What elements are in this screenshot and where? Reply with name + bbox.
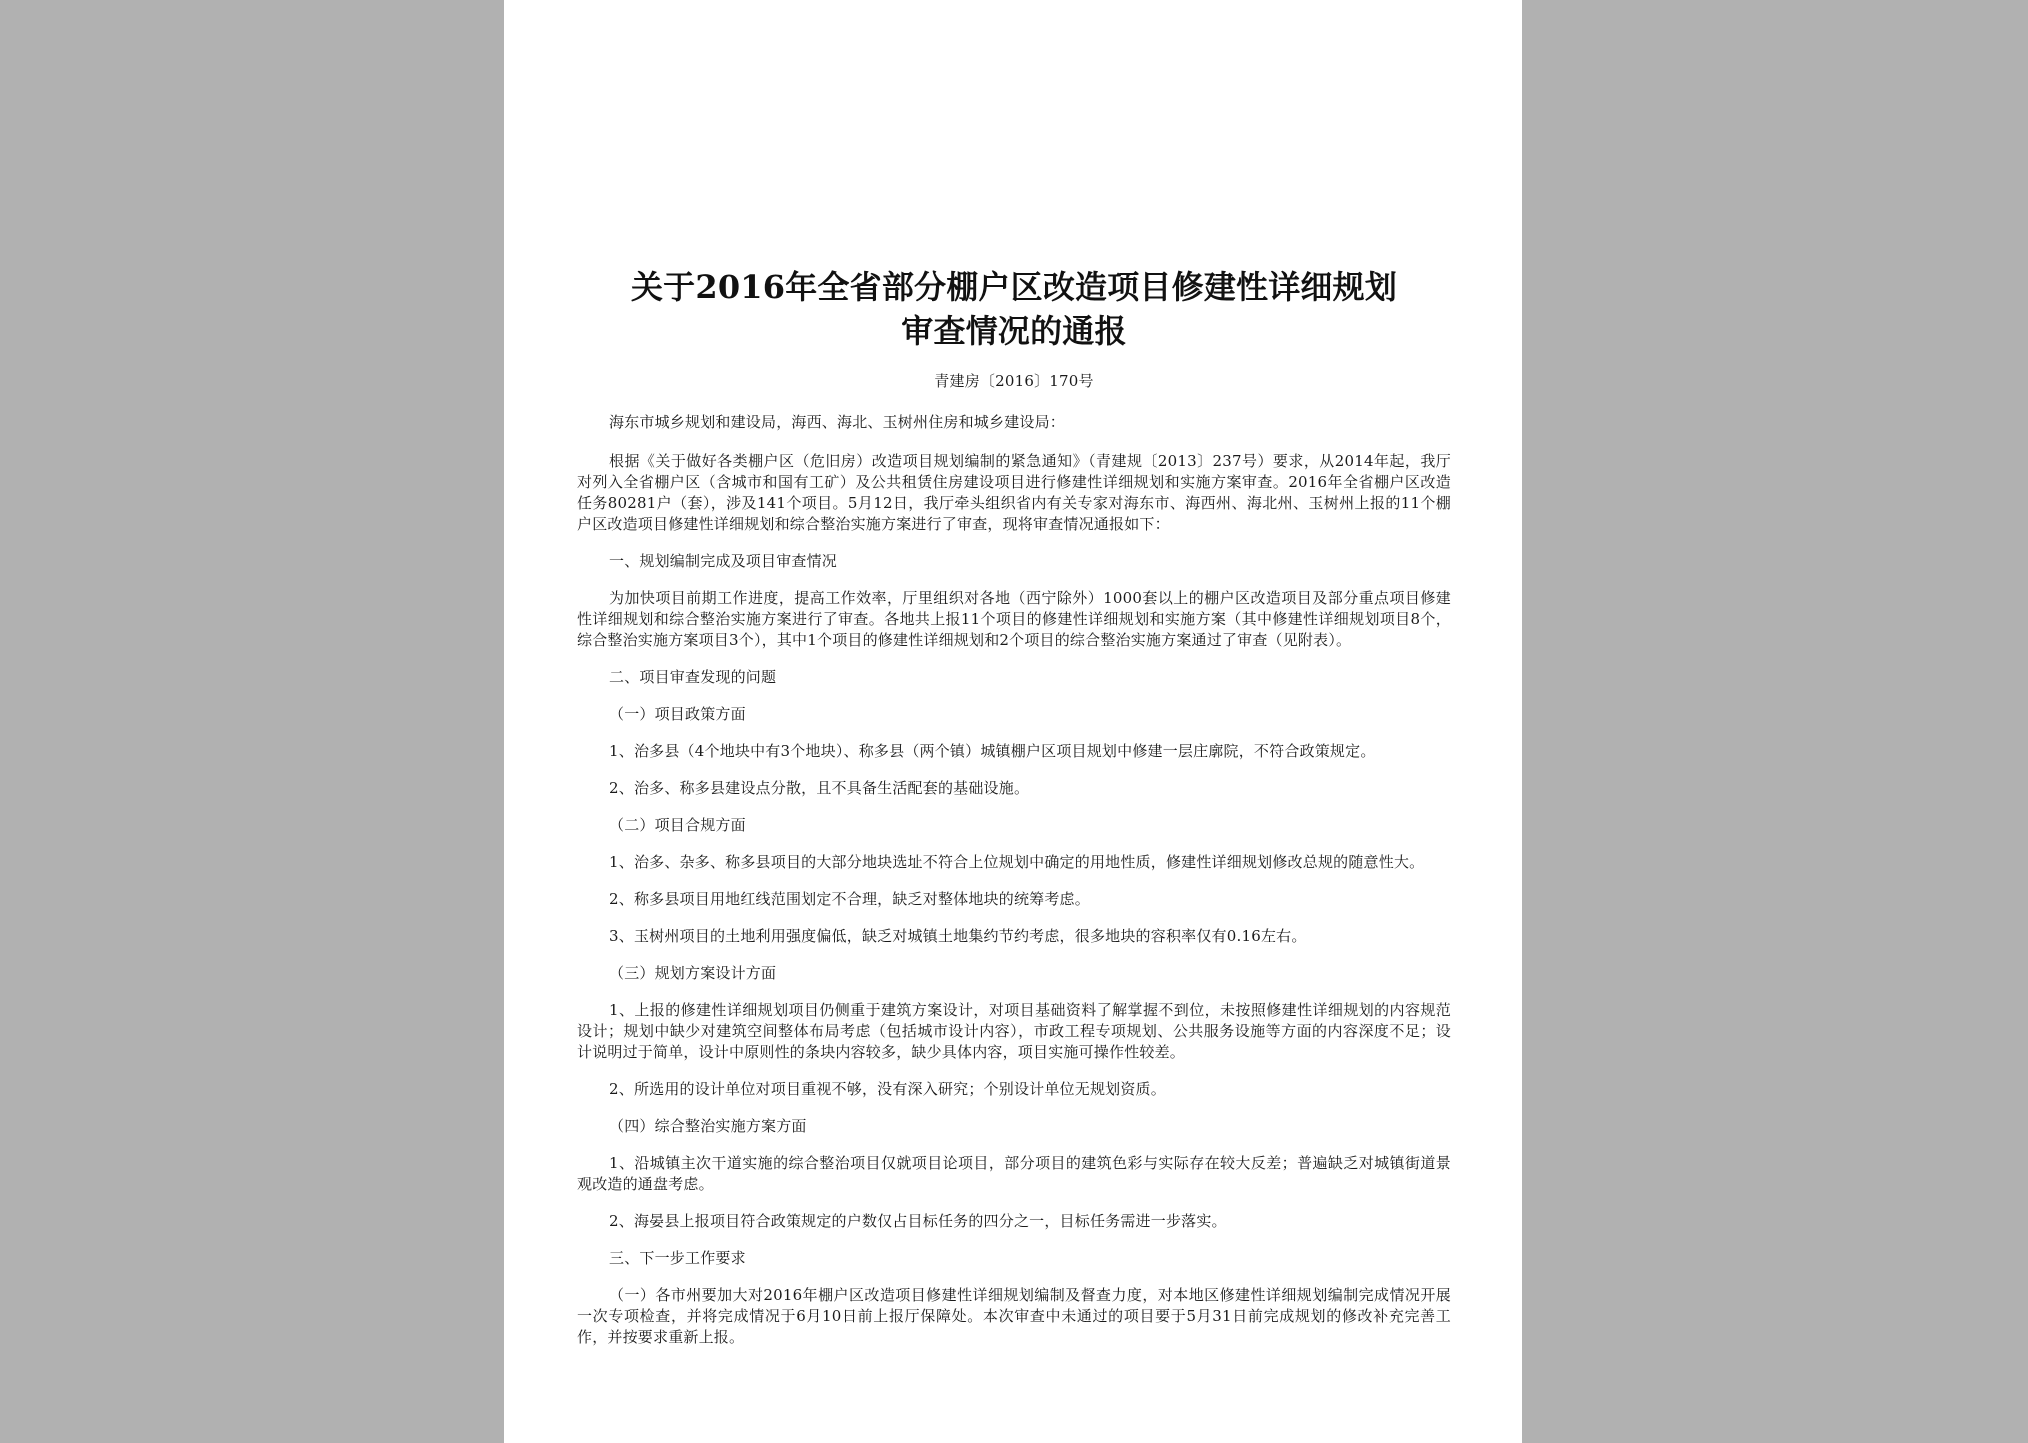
document-title	[577, 265, 1451, 353]
subsection-heading: （一）项目政策方面	[609, 705, 746, 723]
document-content	[577, 265, 1451, 1364]
subsection-heading: （三）规划方案设计方面	[609, 964, 777, 982]
subsection-heading: （四）综合整治实施方案方面	[609, 1117, 807, 1135]
paragraph: 2、称多县项目用地红线范围划定不合理，缺乏对整体地块的统筹考虑。	[609, 890, 1090, 908]
subsection-heading: （二）项目合规方面	[609, 816, 746, 834]
paragraph: 2、海晏县上报项目符合政策规定的户数仅占目标任务的四分之一，目标任务需进一步落实。	[609, 1212, 1227, 1230]
addressee: 海东市城乡规划和建设局，海西、海北、玉树州住房和城乡建设局：	[609, 413, 1066, 431]
paragraph: 根据《关于做好各类棚户区（危旧房）改造项目规划编制的紧急通知》（青建规〔2013〕237号）要求，从2014年起，我厅对列入全省棚户区（含城市和国有工矿）及公共租赁住房建设项目进行修建性详细规划和实施方案审查。2016年全省棚户区改造任务80281户（套），涉及141个项目。5月12日，我厅牵头组织省内有关专家对海东市、海西州、海北州、玉树州上报的11个棚户区改造项目修建性详细规划和综合整治实施方案进行了审查，现将审查情况通报如下：	[577, 452, 1451, 533]
section-heading: 一、规划编制完成及项目审查情况	[609, 552, 838, 570]
paragraph: 1、沿城镇主次干道实施的综合整治项目仅就项目论项目，部分项目的建筑色彩与实际存在较大反差；普遍缺乏对城镇街道景观改造的通盘考虑。	[577, 1154, 1451, 1193]
title-line-1: 关于2016年全省部分棚户区改造项目修建性详细规划	[630, 268, 1398, 306]
paragraph: （一）各市州要加大对2016年棚户区改造项目修建性详细规划编制及督查力度，对本地区修建性详细规划编制完成情况开展一次专项检查，并将完成情况于6月10日前上报厅保障处。本次审查中未通过的项目要于5月31日前完成规划的修改补充完善工作，并按要求重新上报。	[577, 1286, 1451, 1346]
paragraph: 为加快项目前期工作进度，提高工作效率，厅里组织对各地（西宁除外）1000套以上的棚户区改造项目及部分重点项目修建性详细规划和综合整治实施方案进行了审查。各地共上报11个项目的修建性详细规划和实施方案（其中修建性详细规划项目8个，综合整治实施方案项目3个），其中1个项目的修建性详细规划和2个项目的综合整治实施方案通过了审查（见附表）。	[577, 589, 1451, 649]
section-heading: 二、项目审查发现的问题	[609, 668, 777, 686]
document-number: 青建房〔2016〕170号	[934, 372, 1094, 390]
paragraph: 1、治多、杂多、称多县项目的大部分地块选址不符合上位规划中确定的用地性质，修建性详细规划修改总规的随意性大。	[609, 853, 1425, 871]
paragraph: 3、玉树州项目的土地利用强度偏低，缺乏对城镇土地集约节约考虑，很多地块的容积率仅有0.16左右。	[609, 927, 1307, 945]
document-page	[504, 0, 1522, 1443]
paragraph: 1、治多县（4个地块中有3个地块）、称多县（两个镇）城镇棚户区项目规划中修建一层庄廓院，不符合政策规定。	[609, 742, 1376, 760]
section-heading: 三、下一步工作要求	[609, 1249, 746, 1267]
paragraph: 2、治多、称多县建设点分散，且不具备生活配套的基础设施。	[609, 779, 1030, 797]
paragraph: 1、上报的修建性详细规划项目仍侧重于建筑方案设计，对项目基础资料了解掌握不到位，未按照修建性详细规划的内容规范设计；规划中缺少对建筑空间整体布局考虑（包括城市设计内容），市政工程专项规划、公共服务设施等方面的内容深度不足；设计说明过于简单，设计中原则性的条块内容较多，缺少具体内容，项目实施可操作性较差。	[577, 1001, 1451, 1061]
paragraph: 2、所选用的设计单位对项目重视不够，没有深入研究；个别设计单位无规划资质。	[609, 1080, 1166, 1098]
title-line-2: 审查情况的通报	[901, 312, 1127, 350]
